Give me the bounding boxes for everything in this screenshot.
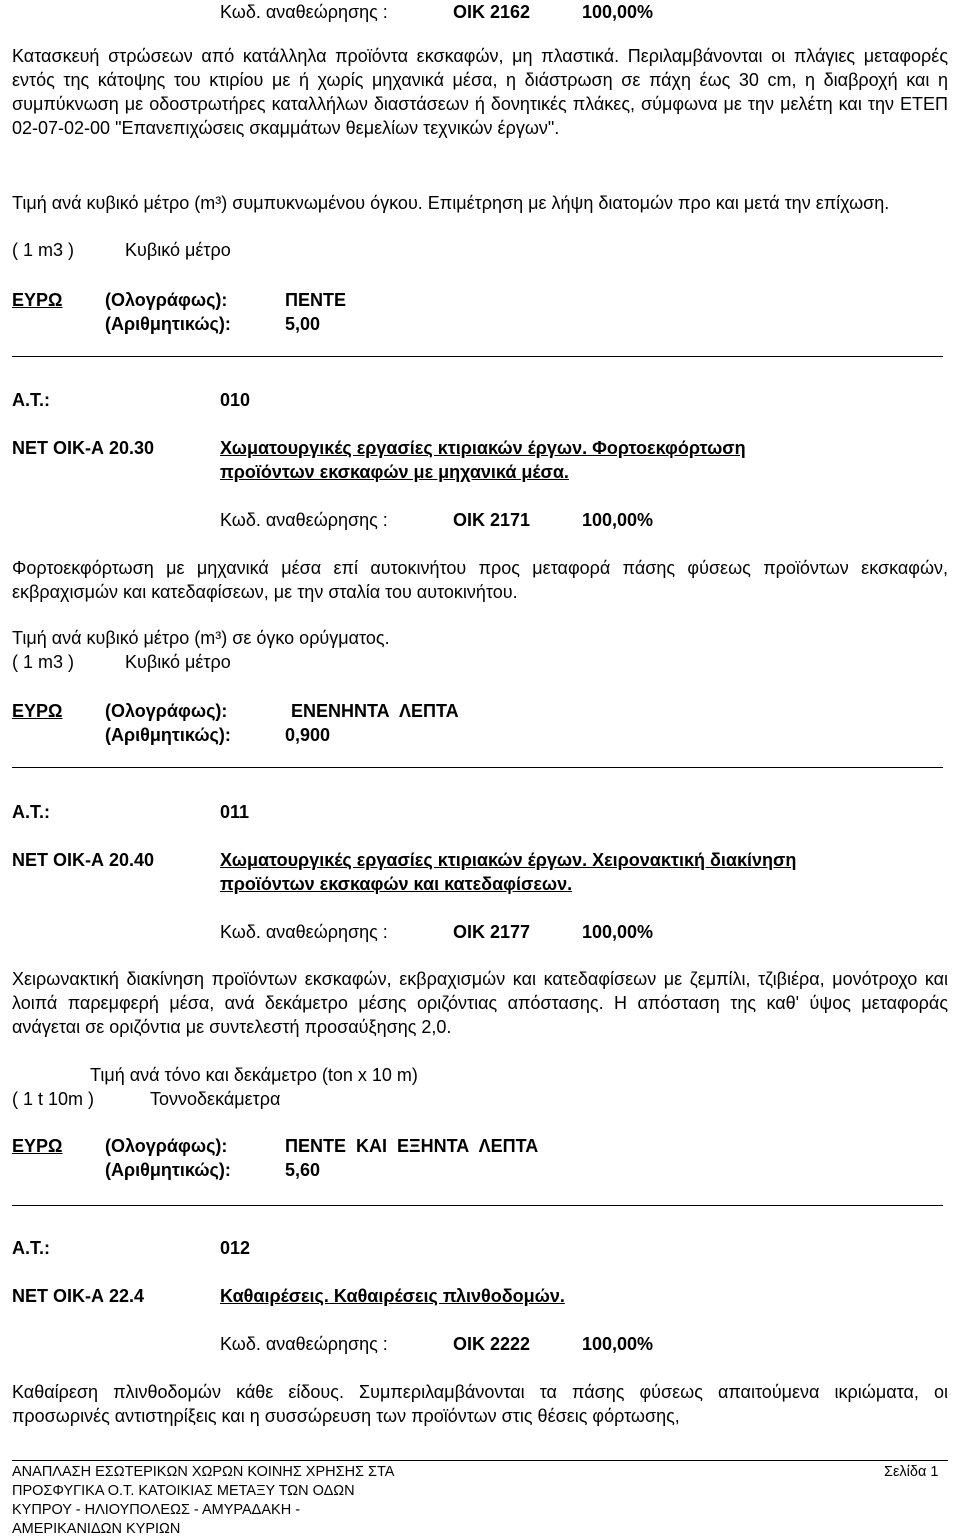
- revision-code-value: ΟΙΚ 2171: [453, 510, 531, 530]
- divider: [12, 767, 943, 768]
- amount-words-label: (Ολογράφως):: [105, 290, 228, 310]
- item-code: ΝΕΤ ΟΙΚ-Α 22.4: [12, 1286, 145, 1306]
- revision-code-value: ΟΙΚ 2162: [453, 2, 531, 22]
- item-description: Χειρωνακτική διακίνηση προϊόντων εκσκαφών, εκβραχισμών και κατεδαφίσεων με ζεμπίλι, τζιβιέρα, μονότροχο και λοιπά παρεμφερή μέσα, ανά δεκάμετρο μέσης οριζόντιας απόστασης. Η απόσταση της καθ' ύψος μεταφοράς ανάγεται σε οριζόντια με συντελεστή προσαύξησης 2,0.: [12, 969, 948, 1037]
- unit-name: Κυβικό μέτρο: [125, 240, 231, 260]
- footer-divider: [12, 1460, 948, 1461]
- amount-numbers: 5,60: [285, 1160, 321, 1180]
- divider: [12, 356, 943, 357]
- footer-project: [12, 1463, 394, 1539]
- item-title: Χωματουργικές εργασίες κτιριακών έργων. Φορτοεκφόρτωση: [220, 438, 746, 458]
- item-description: Καθαίρεση πλινθοδομών κάθε είδους. Συμπεριλαμβάνονται τα πάσης φύσεως απαιτούμενα ικριώματα, οι προσωρινές αντιστηρίξεις και η συσσώρευση των προϊόντων στις θέσεις φόρτωσης,: [12, 1382, 948, 1426]
- revision-percent: 100,00%: [582, 1334, 654, 1354]
- amount-numbers-label: (Αριθμητικώς):: [105, 725, 231, 745]
- footer-project-line: ΚΥΠΡΟΥ - ΗΛΙΟΥΠΟΛΕΩΣ - ΑΜΥΡΑΔΑΚΗ -: [12, 1502, 301, 1518]
- revision-percent: 100,00%: [582, 2, 654, 22]
- item-title: Καθαιρέσεις. Καθαιρέσεις πλινθοδομών.: [220, 1286, 565, 1306]
- unit-name: Τοννοδεκάμετρα: [150, 1089, 281, 1109]
- amount-words: ΕΝΕΝΗΝΤΑ ΛΕΠΤΑ: [291, 701, 459, 721]
- amount-words-label: (Ολογράφως):: [105, 701, 228, 721]
- revision-percent: 100,00%: [582, 922, 654, 942]
- currency-label: ΕΥΡΩ: [12, 290, 63, 310]
- item-title-cont: προϊόντων εκσκαφών με μηχανικά μέσα.: [220, 462, 569, 482]
- revision-code-label: Κωδ. αναθεώρησης :: [220, 510, 388, 530]
- unit-code: ( 1 m3 ): [12, 652, 75, 672]
- footer-project-line: ΑΝΑΠΛΑΣΗ ΕΣΩΤΕΡΙΚΩΝ ΧΩΡΩΝ ΚΟΙΝΗΣ ΧΡΗΣΗΣ ΣΤΑ: [12, 1464, 395, 1480]
- at-label: Α.Τ.:: [12, 1238, 51, 1258]
- amount-numbers: 5,00: [285, 314, 321, 334]
- divider: [12, 1205, 943, 1206]
- currency-label: ΕΥΡΩ: [12, 1136, 63, 1156]
- revision-code-value: ΟΙΚ 2177: [453, 922, 531, 942]
- amount-words: ΠΕΝΤΕ: [285, 290, 347, 310]
- revision-code-label: Κωδ. αναθεώρησης :: [220, 1334, 388, 1354]
- price-basis: Τιμή ανά κυβικό μέτρο (m³) σε όγκο ορύγματος.: [12, 628, 390, 648]
- footer-project-line: ΑΜΕΡΙΚΑΝΙΔΩΝ ΚΥΡΙΩΝ: [12, 1521, 181, 1537]
- footer-project-line: ΠΡΟΣΦΥΓΙΚΑ Ο.Τ. ΚΑΤΟΙΚΙΑΣ ΜΕΤΑΞΥ ΤΩΝ ΟΔΩΝ: [12, 1483, 355, 1499]
- item-code: ΝΕΤ ΟΙΚ-Α 20.30: [12, 438, 155, 458]
- revision-percent: 100,00%: [582, 510, 654, 530]
- unit-name: Κυβικό μέτρο: [125, 652, 231, 672]
- at-label: Α.Τ.:: [12, 802, 51, 822]
- page-number: Σελίδα 1: [884, 1464, 939, 1480]
- revision-code-value: ΟΙΚ 2222: [453, 1334, 531, 1354]
- item-description: Φορτοεκφόρτωση με μηχανικά μέσα επί αυτοκινήτου προς μεταφορά πάσης φύσεως προϊόντων εκσκαφών, εκβραχισμών και κατεδαφίσεων, με την σταλία του αυτοκινήτου.: [12, 558, 948, 602]
- at-number: 011: [220, 802, 250, 822]
- item-code: ΝΕΤ ΟΙΚ-Α 20.40: [12, 850, 155, 870]
- at-number: 012: [220, 1238, 251, 1258]
- unit-code: ( 1 m3 ): [12, 240, 75, 260]
- amount-numbers-label: (Αριθμητικώς):: [105, 1160, 231, 1180]
- amount-numbers: 0,900: [285, 725, 331, 745]
- at-number: 010: [220, 390, 251, 410]
- price-basis: Τιμή ανά κυβικό μέτρο (m³) συμπυκνωμένου όγκου. Επιμέτρηση με λήψη διατομών προ και μετά την επίχωση.: [12, 193, 890, 213]
- item-title-cont: προϊόντων εκσκαφών και κατεδαφίσεων.: [220, 874, 573, 894]
- item-title: Χωματουργικές εργασίες κτιριακών έργων. Χειρονακτική διακίνηση: [220, 850, 797, 870]
- revision-code-label: Κωδ. αναθεώρησης :: [220, 922, 388, 942]
- unit-code: ( 1 t 10m ): [12, 1089, 95, 1109]
- amount-words-label: (Ολογράφως):: [105, 1136, 228, 1156]
- currency-label: ΕΥΡΩ: [12, 701, 63, 721]
- at-label: Α.Τ.:: [12, 390, 51, 410]
- item-description: Κατασκευή στρώσεων από κατάλληλα προϊόντα εκσκαφών, μη πλαστικά. Περιλαμβάνονται οι πλάγιες μεταφορές εντός της κάτοψης του κτιρίου με ή χωρίς μηχανικά μέσα, η διάστρωση σε πάχη έως 30 cm, η διαβροχή και η συμπύκνωση με οδοστρωτήρες καταλλήλων διαστάσεων ή δονητικές πλάκες, σύμφωνα με την μελέτη και την ΕΤΕΠ 02-07-02-00 "Επανεπιχώσεις σκαμμάτων θεμελίων τεχνικών έργων".: [12, 46, 948, 138]
- revision-code-label: Κωδ. αναθεώρησης :: [220, 2, 388, 22]
- price-basis: Τιμή ανά τόνο και δεκάμετρο (ton x 10 m): [90, 1065, 418, 1085]
- amount-numbers-label: (Αριθμητικώς):: [105, 314, 231, 334]
- amount-words: ΠΕΝΤΕ ΚΑΙ ΕΞΗΝΤΑ ΛΕΠΤΑ: [285, 1136, 539, 1156]
